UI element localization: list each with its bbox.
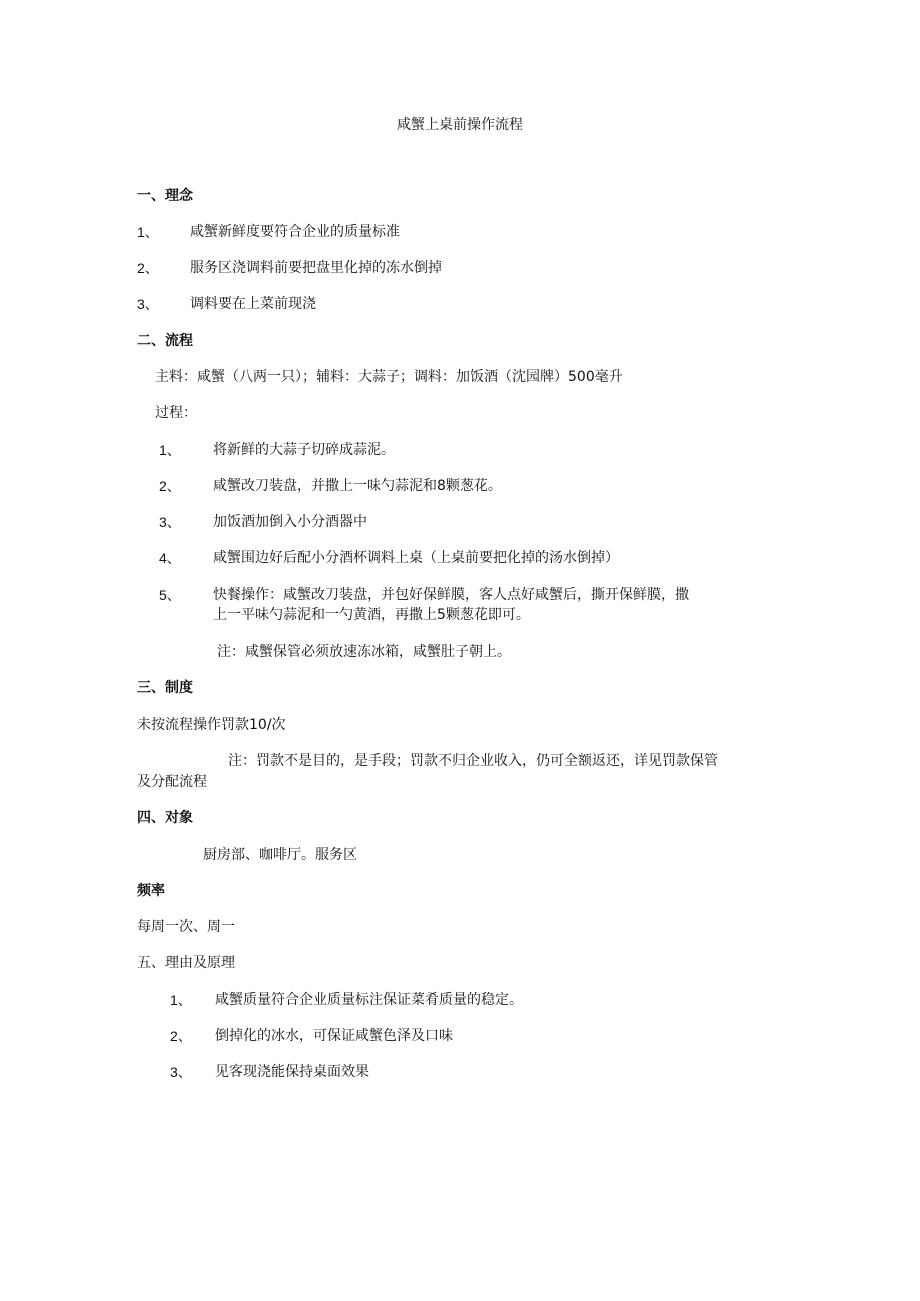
section-heading-frequency: 频率	[137, 883, 165, 899]
section-heading-process: 二、流程	[137, 333, 193, 349]
section-heading-targets: 四、对象	[137, 810, 193, 826]
list-item-number: 2、	[137, 260, 159, 276]
storage-note: 注：咸蟹保管必须放速冻冰箱，咸蟹肚子朝上。	[217, 644, 511, 660]
step-number: 2、	[159, 478, 181, 494]
penalty-rule: 未按流程操作罚款10/次	[137, 717, 286, 733]
step-text: 咸蟹改刀装盘，并撒上一味勺蒜泥和8颗葱花。	[213, 478, 502, 494]
list-item-number: 1、	[137, 224, 159, 240]
reason-number: 2、	[170, 1028, 192, 1044]
list-item-number: 3、	[137, 296, 159, 312]
ingredients-line: 主料：咸蟹（八两一只）；辅料：大蒜子；调料：加饭酒（沈园牌）500毫升	[155, 369, 623, 385]
penalty-note-line2: 及分配流程	[137, 774, 207, 790]
section-heading-reasons: 五、理由及原理	[137, 955, 235, 971]
step-number: 1、	[159, 442, 181, 458]
step-text-line1: 快餐操作：咸蟹改刀装盘，并包好保鲜膜，客人点好咸蟹后，撕开保鲜膜，撒	[213, 587, 689, 603]
list-item-text: 咸蟹新鲜度要符合企业的质量标准	[190, 224, 400, 240]
process-label: 过程：	[155, 405, 197, 421]
section-heading-concept: 一、理念	[137, 188, 193, 204]
step-text: 咸蟹围边好后配小分酒杯调料上桌（上桌前要把化掉的汤水倒掉）	[213, 550, 619, 566]
list-item-text: 调料要在上菜前现浇	[190, 296, 316, 312]
document-title: 咸蟹上桌前操作流程	[397, 117, 523, 133]
step-text-line2: 上一平味勺蒜泥和一勺黄酒，再撒上5颗葱花即可。	[213, 607, 530, 623]
frequency-value: 每周一次、周一	[137, 919, 235, 935]
reason-number: 1、	[170, 992, 192, 1008]
section-heading-rules: 三、制度	[137, 680, 193, 696]
step-text: 将新鲜的大蒜子切碎成蒜泥。	[213, 442, 395, 458]
targets-line: 厨房部、咖啡厅。服务区	[203, 847, 357, 863]
step-number: 4、	[159, 550, 181, 566]
reason-text: 咸蟹质量符合企业质量标注保证菜肴质量的稳定。	[215, 992, 523, 1008]
penalty-note-line1: 注：罚款不是目的，是手段；罚款不归企业收入，仍可全额返还，详见罚款保管	[228, 753, 718, 769]
step-text: 加饭酒加倒入小分酒器中	[213, 514, 367, 530]
reason-text: 见客现浇能保持桌面效果	[215, 1064, 369, 1080]
reason-text: 倒掉化的冰水，可保证咸蟹色泽及口味	[215, 1028, 453, 1044]
reason-number: 3、	[170, 1064, 192, 1080]
step-number: 3、	[159, 514, 181, 530]
step-number: 5、	[159, 587, 181, 603]
list-item-text: 服务区浇调料前要把盘里化掉的冻水倒掉	[190, 260, 442, 276]
